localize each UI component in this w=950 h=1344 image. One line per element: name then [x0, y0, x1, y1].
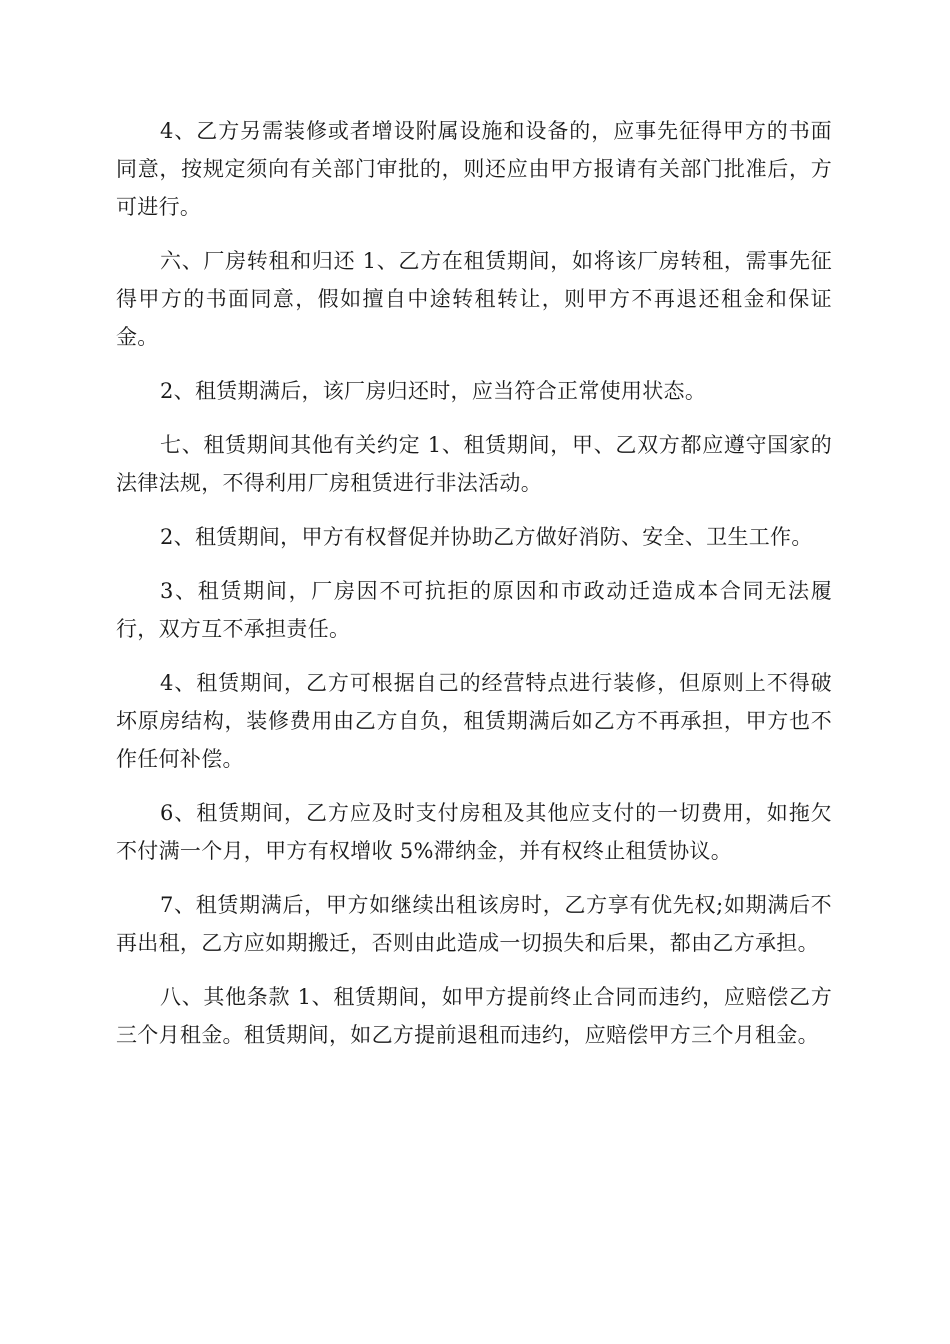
paragraph-clause-2-safety: 2、租赁期间，甲方有权督促并协助乙方做好消防、安全、卫生工作。: [160, 525, 813, 549]
paragraph-clause-7-priority: 7、租赁期满后，甲方如继续出租该房时，乙方享有优先权;如期满后不再出租，乙方应如期搬迁，否则由此造成一切损失和后果，都由乙方承担。: [116, 893, 832, 955]
paragraph-clause-2-return: 2、租赁期满后，该厂房归还时，应当符合正常使用状态。: [160, 379, 707, 403]
paragraph-clause-4-renovation: 4、乙方另需装修或者增设附属设施和设备的，应事先征得甲方的书面同意，按规定须向有关部门审批的，则还应由甲方报请有关部门批准后，方可进行。: [116, 119, 832, 219]
paragraph-section-8-other-terms: 八、其他条款 1、租赁期间，如甲方提前终止合同而违约，应赔偿乙方三个月租金。租赁期间，如乙方提前退租而违约，应赔偿甲方三个月租金。: [116, 985, 832, 1047]
paragraph-section-6-sublet: 六、厂房转租和归还 1、乙方在租赁期间，如将该厂房转租，需事先征得甲方的书面同意，假如擅自中途转租转让，则甲方不再退还租金和保证金。: [116, 249, 832, 349]
document-body: [116, 112, 832, 1070]
paragraph-clause-6-payment: 6、租赁期间，乙方应及时支付房租及其他应支付的一切费用，如拖欠不付满一个月，甲方有权增收 5%滞纳金，并有权终止租赁协议。: [116, 801, 832, 863]
paragraph-clause-4-decoration: 4、租赁期间，乙方可根据自己的经营特点进行装修，但原则上不得破坏原房结构，装修费用由乙方自负，租赁期满后如乙方不再承担，甲方也不作任何补偿。: [116, 671, 832, 771]
paragraph-section-7-agreements: 七、租赁期间其他有关约定 1、租赁期间，甲、乙双方都应遵守国家的法律法规，不得利用厂房租赁进行非法活动。: [116, 433, 832, 495]
paragraph-clause-3-force-majeure: 3、租赁期间，厂房因不可抗拒的原因和市政动迁造成本合同无法履行，双方互不承担责任。: [116, 579, 832, 641]
